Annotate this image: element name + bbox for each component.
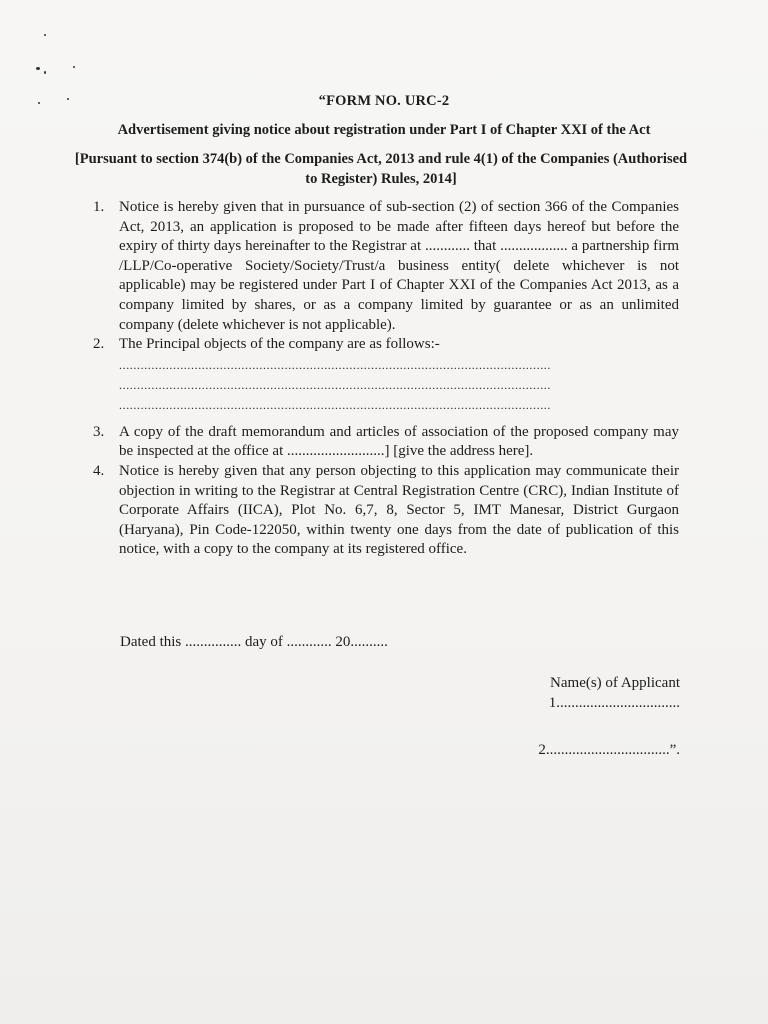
dotted-fill-line: ........................................................................................................................ [119, 397, 551, 412]
item-text: The Principal objects of the company are as follows:- [119, 336, 440, 353]
applicant-line-2: 2.................................”. [538, 742, 680, 758]
list-item [93, 462, 679, 560]
item-text: A copy of the draft memorandum and articles of association of the proposed company may be inspected at the office at ..........................] [give the address here]. [119, 423, 679, 460]
item-number: 2. [93, 336, 105, 353]
applicant-line-1: 1................................. [548, 695, 680, 711]
scan-speck [44, 71, 46, 74]
pursuant-note: [Pursuant to section 374(b) of the Companies Act, 2013 and rule 4(1) of the Companies (Authorised to Register) Rules, 2014] [74, 151, 688, 187]
dotted-fill-line: ........................................................................................................................ [119, 357, 551, 372]
item-number: 4. [93, 462, 105, 479]
item-text: Notice is hereby given that in pursuance of sub-section (2) of section 366 of the Companies Act, 2013, an application is proposed to be made after fifteen days hereof but before the expiry of thirty days hereinafter to the Registrar at ............ that .................. a partnership firm /LLP/Co-operative Society/Society/Trust/a business entity( delete whichever is not applicable) may be registered under Part I of Chapter XXI of the Companies Act 2013, as a company limited by shares, or as a company limited by guarantee or as an unlimited company (delete whichever is not applicable). [119, 199, 679, 333]
list-item [93, 423, 679, 462]
list-item [93, 335, 679, 415]
list-item [93, 198, 679, 335]
dotted-fill-line: ........................................................................................................................ [119, 377, 551, 392]
scan-speck [36, 67, 40, 70]
dated-line: Dated this ............... day of ............ 20.......... [120, 634, 388, 650]
form-heading: Advertisement giving notice about registration under Part I of Chapter XXI of the Act [117, 122, 651, 138]
form-number-title: “FORM NO. URC-2 [318, 93, 450, 109]
notice-items-list [93, 198, 679, 560]
item-number: 3. [93, 423, 105, 440]
item-text: Notice is hereby given that any person objecting to this application may communicate their objection in writing to the Registrar at Central Registration Centre (CRC), Indian Institute of Corporate Affairs (IICA), Plot No. 6,7, 8, Sector 5, IMT Manesar, District Gurgaon (Haryana), Pin Code-122050, within twenty one days from the date of publication of this notice, with a copy to the company at its registered office. [119, 462, 679, 558]
scan-speck [44, 34, 46, 36]
item-number: 1. [93, 199, 105, 215]
scan-speck [73, 66, 75, 68]
applicant-heading: Name(s) of Applicant [550, 675, 680, 691]
